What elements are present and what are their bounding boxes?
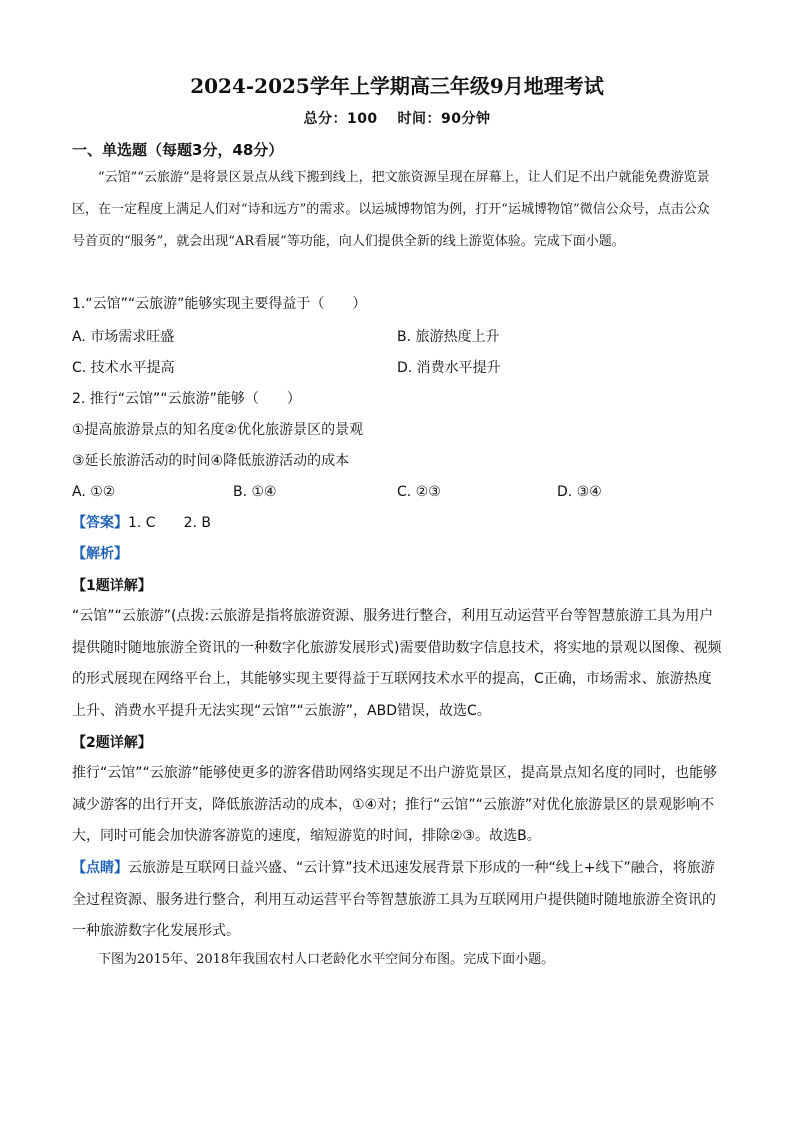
exam-subtitle: 总分：100 时间：90分钟 — [303, 111, 491, 127]
question-2-option-b: B. ①④ — [233, 484, 277, 500]
analysis-line — [72, 544, 732, 564]
answer-text: 1. C 2. B — [128, 515, 211, 531]
detail-2-heading: 【2题详解】 — [72, 735, 152, 751]
material-passage-2: 下图为2015年、2018年我国农村人口老龄化水平空间分布图。完成下面小题。 — [98, 952, 555, 967]
detail-1-text: “云馆”“云旅游”(点拨:云旅游是指将旅游资源、服务进行整合，利用互动运营平台等智慧旅游工具为用户提供随时随地旅游全资讯的一种数字化旅游发展形式)需要借助数字信息技术，将实地的景观以图像、视频的形式展现在网络平台上，其能够实现主要得益于互联网技术水平的提高，C正确，市场需求、旅游热度上升、消费水平提升无法实现“云馆”“云旅游”，ABD错误，故选C。 — [72, 608, 722, 719]
question-1-option-d: D. 消费水平提升 — [397, 360, 501, 376]
question-2-option-c: C. ②③ — [397, 484, 441, 500]
question-2-stem: 2. 推行“云馆”“云旅游”能够（ ） — [72, 391, 301, 407]
question-1-stem: 1.“云馆”“云旅游”能够实现主要得益于（ ） — [72, 296, 367, 312]
section-heading: 一、单选题（每题3分，48分） — [72, 141, 284, 159]
question-1-option-c: C. 技术水平提高 — [72, 360, 175, 376]
detail-2-text: 推行“云馆”“云旅游”能够使更多的游客借助网络实现足不出户游览景区，提高景点知名度的同时，也能够减少游客的出行开支，降低旅游活动的成本，①④对；推行“云馆”“云旅游”对优化旅游景区的景观影响不大，同时可能会加快游客游览的速度，缩短游览的时间，排除②③。故选B。 — [72, 765, 718, 844]
exam-title: 2024-2025学年上学期高三年级9月地理考试 — [190, 74, 604, 98]
tip-label: 【点睛】 — [72, 860, 128, 876]
question-2-option-a: A. ①② — [72, 484, 116, 500]
answer-label: 【答案】 — [72, 515, 128, 531]
tip-paragraph — [72, 853, 724, 948]
question-2-option-d: D. ③④ — [557, 484, 602, 500]
material-passage-1: “云馆”“云旅游”是将景区景点从线下搬到线上，把文旅资源呈现在屏幕上，让人们足不出户就能免费游览景区，在一定程度上满足人们对“诗和远方”的需求。以运城博物馆为例，打开“运城博物馆”微信公众号，点击公众号首页的“服务”，就会出现“AR看展”等功能，向人们提供全新的线上游览体验。完成下面小题。 — [72, 170, 710, 249]
tip-text: 云旅游是互联网日益兴盛、“云计算”技术迅速发展背景下形成的一种“线上+线下”融合，将旅游全过程资源、服务进行整合，利用互动运营平台等智慧旅游工具为互联网用户提供随时随地旅游全资讯的一种旅游数字化发展形式。 — [72, 860, 716, 939]
question-1-option-a: A. 市场需求旺盛 — [72, 329, 175, 345]
question-2-items-line-1: ①提高旅游景点的知名度②优化旅游景区的景观 — [72, 422, 364, 438]
analysis-label: 【解析】 — [72, 546, 128, 562]
question-2-items-line-2: ③延长旅游活动的时间④降低旅游活动的成本 — [72, 453, 350, 469]
answer-line — [72, 513, 732, 533]
question-1-option-b: B. 旅游热度上升 — [397, 329, 500, 345]
detail-1-heading: 【1题详解】 — [72, 578, 152, 594]
